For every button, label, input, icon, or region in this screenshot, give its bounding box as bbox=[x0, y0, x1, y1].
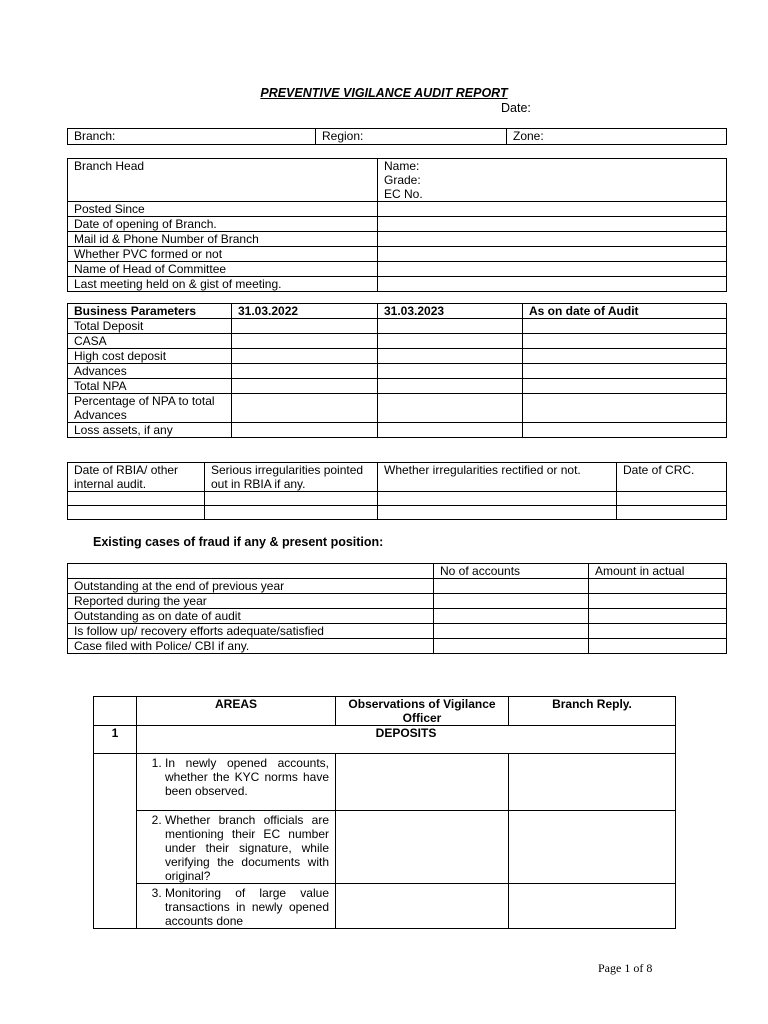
area-item-text: 2. Whether branch officials are mentioning their EC number under their signature, while verifying the documents with original? bbox=[165, 813, 329, 883]
section-number: 1 bbox=[94, 726, 137, 754]
page-number: Page 1 of 8 bbox=[598, 961, 653, 975]
fraud-row-label: Case filed with Police/ CBI if any. bbox=[68, 639, 434, 654]
fraud-row-label: Outstanding at the end of previous year bbox=[68, 579, 434, 594]
business-header: 31.03.2022 bbox=[232, 304, 378, 319]
info-row-value bbox=[378, 217, 727, 232]
info-row-value bbox=[378, 277, 727, 292]
branch-cell: Branch: bbox=[68, 129, 316, 145]
fraud-header: Amount in actual bbox=[589, 564, 727, 579]
grade-label: Grade: bbox=[384, 173, 421, 187]
date-label: Date: bbox=[501, 101, 531, 115]
ec-no-label: EC No. bbox=[384, 187, 423, 201]
business-row-label: Total Deposit bbox=[68, 319, 232, 334]
audit-table bbox=[67, 462, 727, 520]
region-cell: Region: bbox=[316, 129, 507, 145]
report-title: PREVENTIVE VIGILANCE AUDIT REPORT bbox=[260, 86, 508, 100]
area-item bbox=[137, 754, 336, 811]
business-row-label: Total NPA bbox=[68, 379, 232, 394]
area-item-text: 1. In newly opened accounts, whether the KYC norms have been observed. bbox=[165, 756, 329, 798]
info-row-value bbox=[378, 202, 727, 217]
info-row-value bbox=[378, 232, 727, 247]
info-row-label: Mail id & Phone Number of Branch bbox=[68, 232, 378, 247]
branch-info-table bbox=[67, 158, 727, 292]
areas-table bbox=[93, 696, 676, 929]
info-row-label: Whether PVC formed or not bbox=[68, 247, 378, 262]
info-row-value bbox=[378, 262, 727, 277]
business-row-label: CASA bbox=[68, 334, 232, 349]
info-row-label: Date of opening of Branch. bbox=[68, 217, 378, 232]
info-row-label: Posted Since bbox=[68, 202, 378, 217]
audit-header: Date of RBIA/ other internal audit. bbox=[68, 463, 205, 492]
branch-head-label: Branch Head bbox=[68, 159, 378, 202]
area-item bbox=[137, 884, 336, 929]
business-header: As on date of Audit bbox=[523, 304, 727, 319]
fraud-table bbox=[67, 563, 727, 654]
fraud-row-label: Reported during the year bbox=[68, 594, 434, 609]
info-row-label: Last meeting held on & gist of meeting. bbox=[68, 277, 378, 292]
section-title: DEPOSITS bbox=[137, 726, 676, 754]
fraud-row-label: Outstanding as on date of audit bbox=[68, 609, 434, 624]
branch-reply-header: Branch Reply. bbox=[509, 697, 676, 726]
area-item-text: 3. Monitoring of large value transactions in newly opened accounts done bbox=[165, 886, 329, 928]
business-row-label: High cost deposit bbox=[68, 349, 232, 364]
areas-header: AREAS bbox=[137, 697, 336, 726]
observations-header: Observations of Vigilance Officer bbox=[336, 697, 509, 726]
business-parameters-table bbox=[67, 303, 727, 438]
branch-head-details bbox=[378, 159, 727, 202]
fraud-header: No of accounts bbox=[434, 564, 589, 579]
fraud-heading: Existing cases of fraud if any & present position: bbox=[93, 535, 384, 549]
name-label: Name: bbox=[384, 159, 420, 173]
business-header: Business Parameters bbox=[68, 304, 232, 319]
fraud-row-label: Is follow up/ recovery efforts adequate/satisfied bbox=[68, 624, 434, 639]
business-header: 31.03.2023 bbox=[378, 304, 523, 319]
business-row-label: Loss assets, if any bbox=[68, 423, 232, 438]
info-row-label: Name of Head of Committee bbox=[68, 262, 378, 277]
zone-cell: Zone: bbox=[507, 129, 727, 145]
business-row-label: Advances bbox=[68, 364, 232, 379]
audit-header: Serious irregularities pointed out in RBIA if any. bbox=[205, 463, 378, 492]
audit-header: Whether irregularities rectified or not. bbox=[378, 463, 617, 492]
branch-region-zone-table bbox=[67, 128, 727, 145]
audit-header: Date of CRC. bbox=[617, 463, 727, 492]
area-item bbox=[137, 811, 336, 884]
info-row-value bbox=[378, 247, 727, 262]
business-row-label: Percentage of NPA to total Advances bbox=[68, 394, 232, 423]
